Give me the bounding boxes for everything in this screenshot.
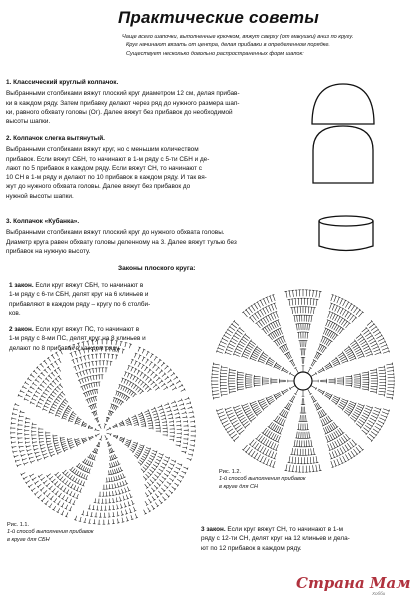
intro-line: Чаще всего шапочки, выполненные крючком, вяжут сверху (от макушки) вниз по кругу. [122, 34, 354, 40]
section-line: Выбранными столбиками вяжут круг, но с меньшим количеством [6, 146, 199, 154]
caption-line: 1-й способ выполнения прибавок [219, 476, 306, 483]
figure-label: Рис. 1.1. [7, 522, 30, 528]
watermark-logo: Страна Мам [296, 574, 411, 592]
section-line: 10 СН в 1-м ряду и делают по 10 прибавок в каждом ряду. И так вя- [6, 174, 207, 182]
law-3 [201, 525, 415, 553]
law-line: ют по 12 прибавок в каждом ряду. [201, 544, 302, 552]
section-line: ки в каждом ряду. Затем прибавку делают через ряд до нужного размера шап- [6, 99, 240, 107]
law-title: 1 закон. [9, 282, 34, 289]
intro-line: Круг начинают вязать от центра, делая прибавки в определенном порядке. [126, 42, 330, 49]
section-line: жут до нужного обхвата головы. Далее вяжут без прибавок до [6, 183, 191, 191]
laws-heading: Законы плоского круга: [118, 265, 196, 272]
caption-line: в круге для СН [219, 483, 259, 490]
law-title: 2 закон. [9, 326, 34, 333]
section-line: лают по 5 прибавок в каждом ряду. Если вяжут СН, то начинают с [6, 164, 202, 172]
section-line: прибавок. Если вяжут СБН, то начинают в 1-м ряду с 5-ти СБН и де- [6, 155, 210, 163]
section-line: Диаметр круга равен обхвату головы деленному на 3. Далее вяжут тулью без [6, 238, 237, 246]
law-line: ков. [9, 309, 21, 317]
figure-label: Рис. 1.2. [219, 469, 242, 475]
section-heading: 2. Колпачок слегка вытянутый. [6, 135, 105, 142]
section-heading: 3. Колпачок «Кубанка». [6, 218, 80, 225]
intro-line: Существует несколько довольно распространенных форм шапок: [126, 50, 304, 57]
section-line: ки, равного обхвату головы (Ог). Далее вяжут без прибавок до необходимой [6, 108, 233, 116]
section-line: Выбранными столбиками вяжут плоский круг до нужного обхвата головы. [6, 229, 225, 237]
law-line: Если круг вяжут ПС, то начинают в [33, 326, 140, 333]
law-line: 1-м ряду с 6-ти СБН, делят круг на 6 клиньев и [9, 291, 149, 299]
caption-line: 1-й способ выполнения прибавок [7, 529, 94, 536]
figure-2-caption [219, 469, 306, 491]
section-line: высоты шапки. [6, 118, 51, 126]
section-line: нужной высоты шапки. [6, 192, 74, 200]
law-line: 1-м ряду с 8-ми ПС, делят круг на 8 клиньев и [9, 335, 146, 343]
page-title: Практические советы [118, 8, 319, 27]
law-title: 3 закон. [201, 526, 226, 533]
section-line: Выбранными столбиками вяжут плоский круг диаметром 12 см, делая прибав- [6, 90, 240, 98]
watermark-sub: Хобби [372, 591, 386, 596]
law-line: Если круг вяжут СБН, то начинают в [33, 282, 144, 289]
caption-line: в круге для СБН [7, 536, 50, 543]
law-line: Если круг вяжут СН, то начинают в 1-м [225, 526, 343, 533]
law-line: прибавляют в каждом ряду – кругу по 6 столби- [9, 300, 151, 308]
section-line: прибавок на нужную высоту. [6, 247, 91, 255]
law-line: делают по 8 прибавок в каждом ряду. [9, 344, 121, 352]
law-line: ряду с 12-ти СН, делят круг на 12 клиньев и дела- [201, 535, 350, 543]
section-heading: 1. Классический круглый колпачок. [6, 79, 119, 86]
